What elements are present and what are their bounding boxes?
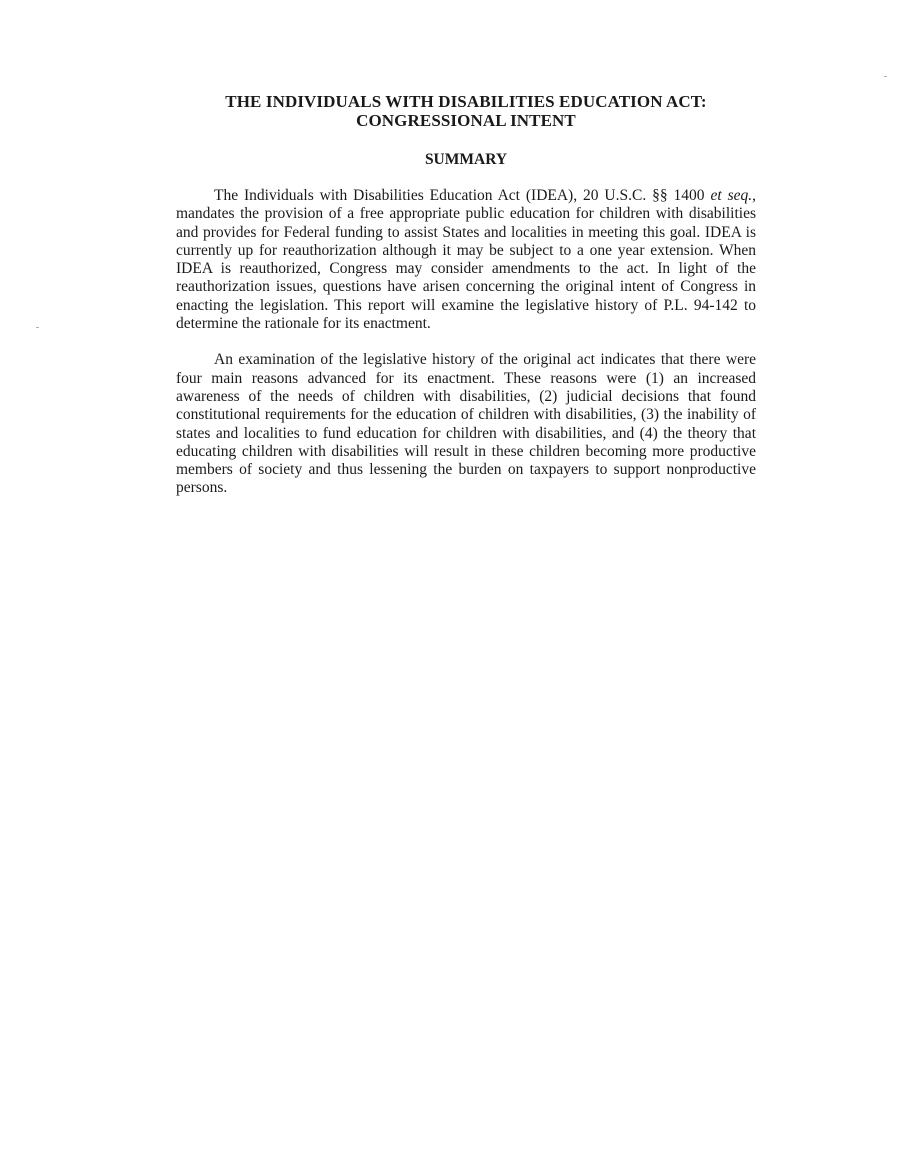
document-body bbox=[176, 92, 756, 516]
summary-paragraph-2: An examination of the legislative history of the original act indicates that there were four main reasons advanced for its enactment. These reasons were (1) an increased awareness of the needs of children with disabilities, (2) judicial decisions that found constitutional requirements for the education of children with disabilities, (3) the inability of states and localities to fund education for children with disabilities, and (4) the theory that educating children with disabilities will result in these children becoming more productive members of society and thus lessening the burden on taxpayers to support nonproductive persons. bbox=[176, 351, 756, 497]
paragraph-1-italic: et seq. bbox=[710, 187, 753, 204]
paragraph-1-lead: The Individuals with Disabilities Education Act (IDEA), 20 U.S.C. §§ 1400 bbox=[214, 187, 711, 204]
scan-speck bbox=[884, 76, 887, 77]
title-line-1: THE INDIVIDUALS WITH DISABILITIES EDUCATION ACT: bbox=[225, 92, 707, 111]
document-title bbox=[176, 92, 756, 130]
summary-paragraph-1 bbox=[176, 187, 756, 333]
title-line-2: CONGRESSIONAL INTENT bbox=[356, 111, 576, 130]
scan-speck bbox=[36, 327, 39, 328]
section-heading: SUMMARY bbox=[424, 151, 508, 168]
paragraph-1-rest: , mandates the provision of a free appropriate public education for children with disabilities and provides for Federal funding to assist States and localities in meeting this goal. IDEA is currently up for reauthorization although it may be subject to a one year extension. When IDEA is reauthorized, Congress may consider amendments to the act. In light of the reauthorization issues, questions have arisen concerning the original intent of Congress in enacting the legislation. This report will examine the legislative history of P.L. 94-142 to determine the rationale for its enactment. bbox=[176, 187, 757, 333]
